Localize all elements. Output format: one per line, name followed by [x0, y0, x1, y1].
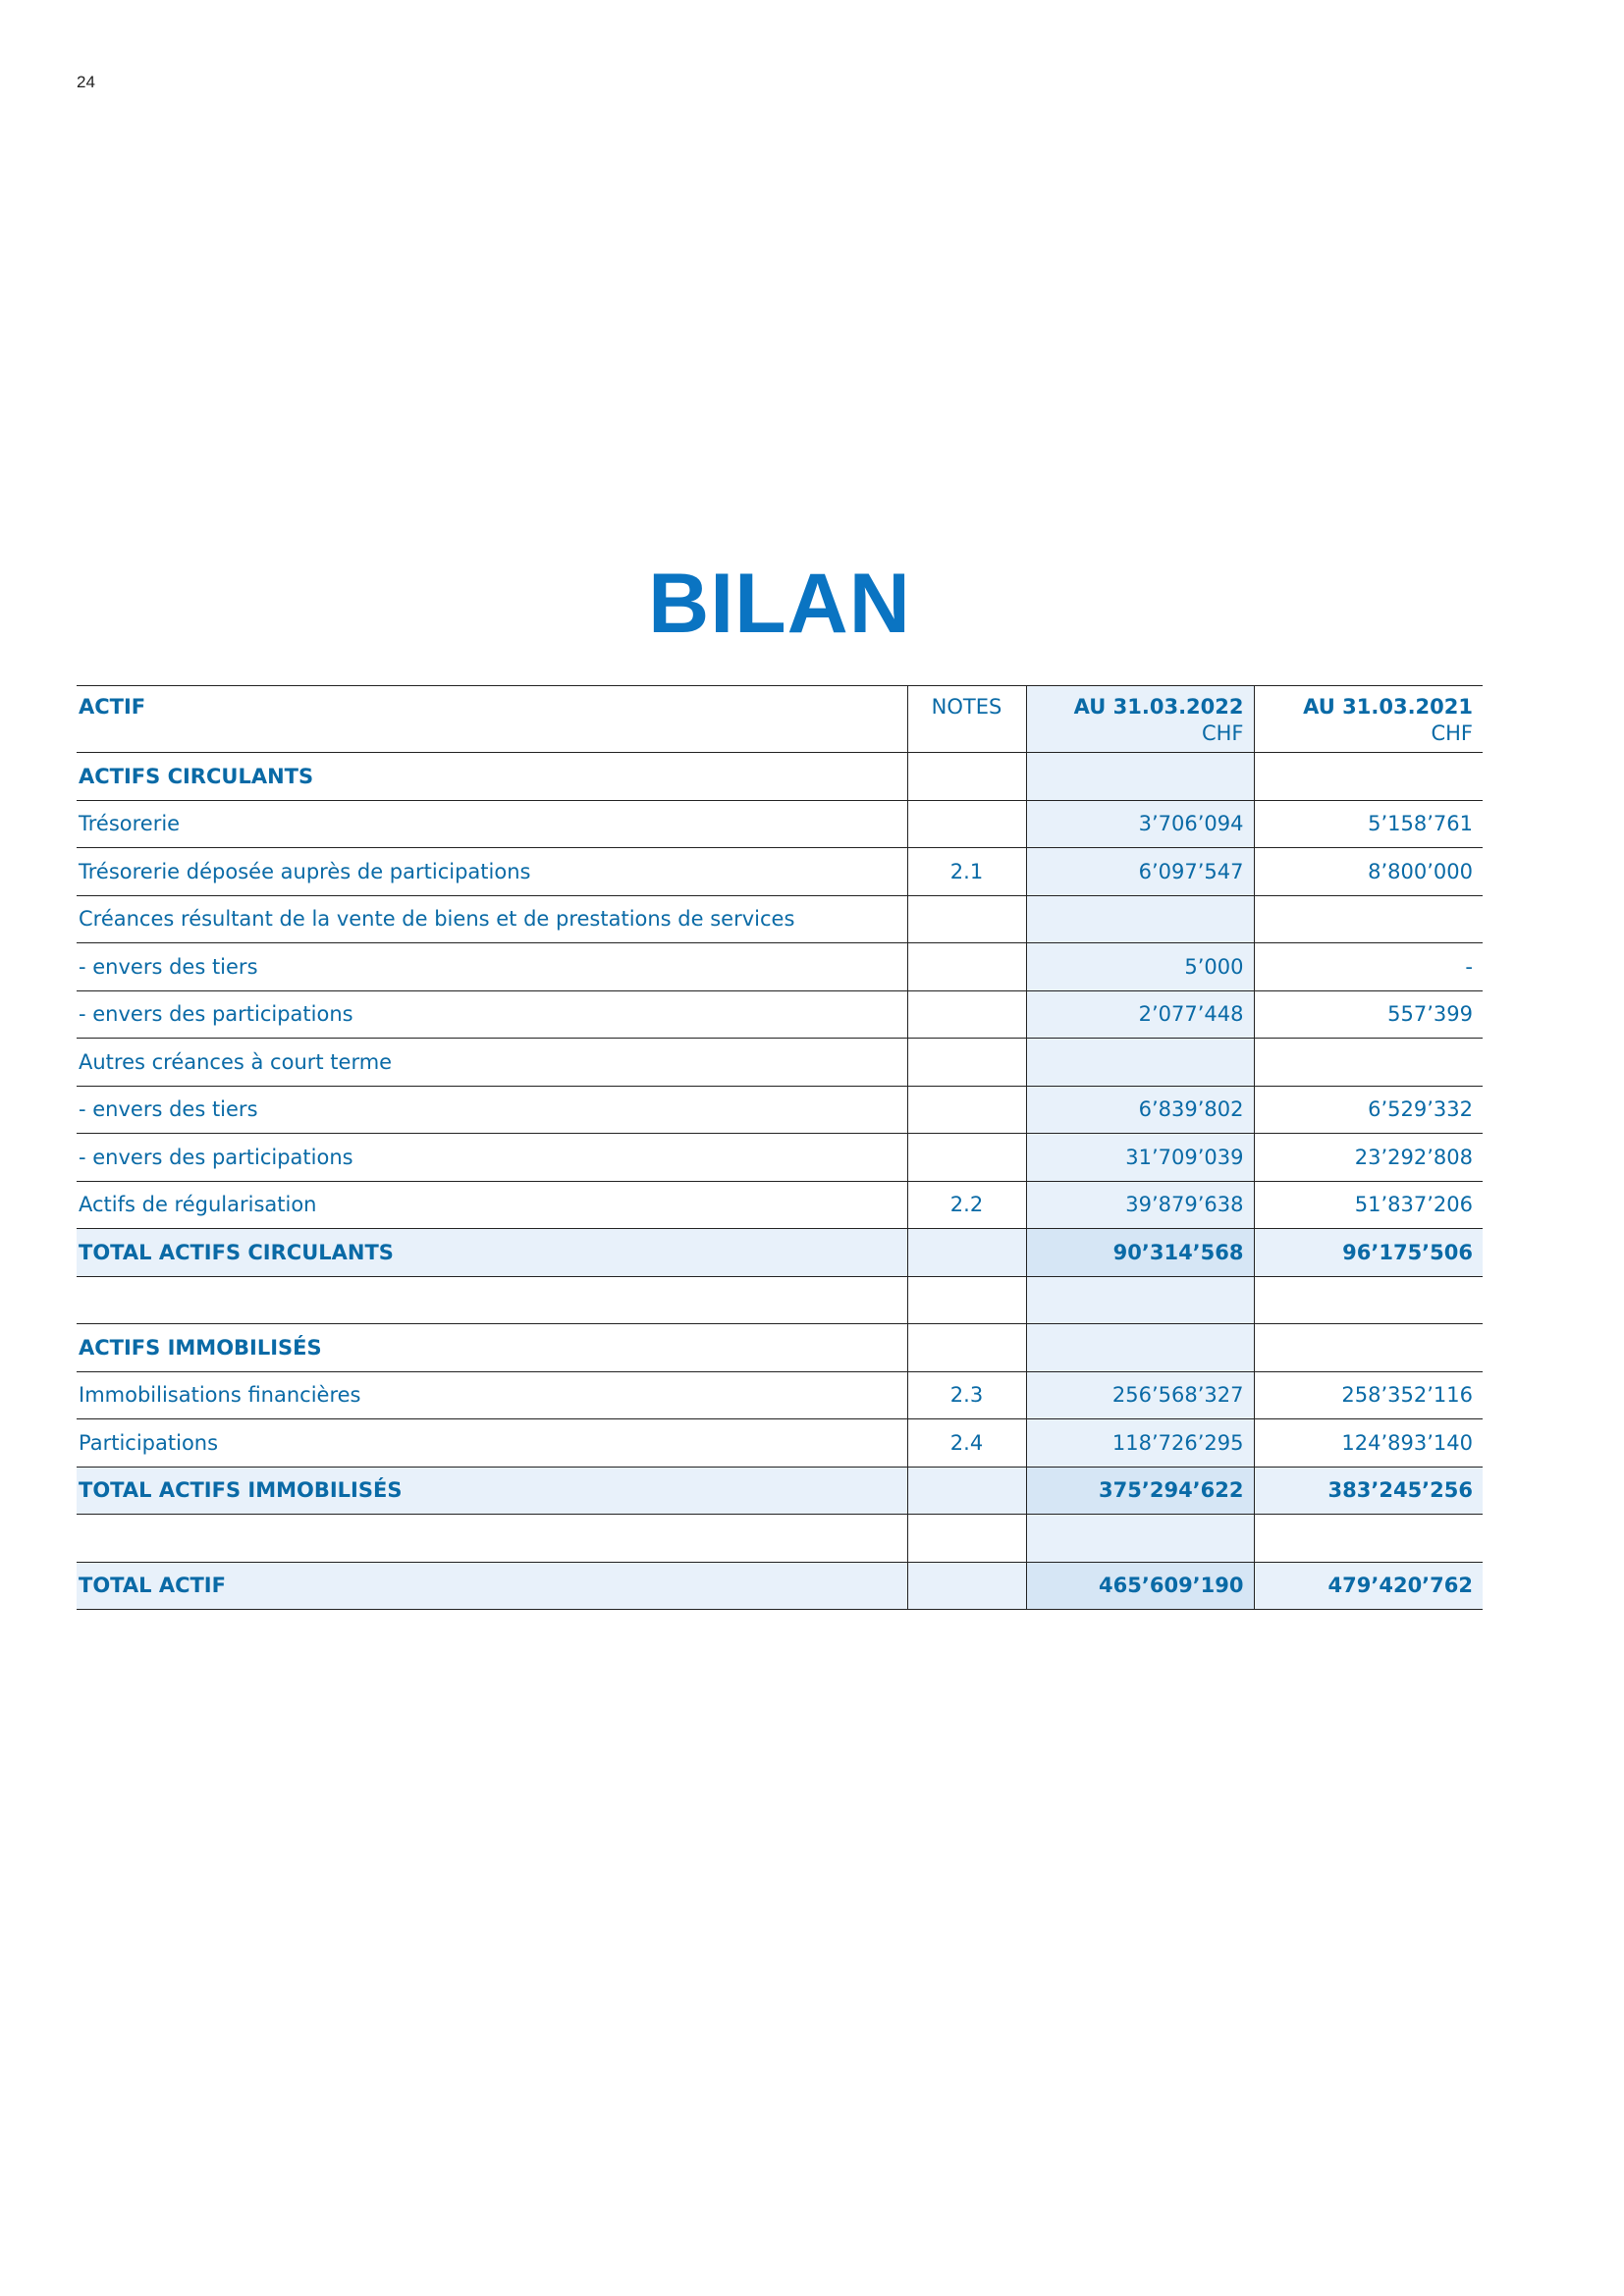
grand-total-row [77, 1562, 1483, 1610]
table-row [77, 1371, 1483, 1419]
header-2021-date: AU 31.03.2021 [1303, 695, 1473, 719]
table-row [77, 1181, 1483, 1229]
header-2022-date: AU 31.03.2022 [1073, 695, 1244, 719]
row-label: - envers des participations [77, 1134, 907, 1182]
row-notes [907, 1039, 1026, 1087]
row-label: Trésorerie déposée auprès de participations [77, 848, 907, 896]
table-row [77, 1039, 1483, 1087]
row-value-2021 [1254, 1039, 1483, 1087]
header-2022 [1026, 686, 1254, 753]
total-row [77, 1229, 1483, 1277]
row-value-2021 [1254, 1515, 1483, 1563]
table-row [77, 753, 1483, 801]
row-value-2021 [1254, 1276, 1483, 1324]
row-value-2021 [1254, 1324, 1483, 1372]
row-value-2022: 2’077’448 [1026, 990, 1254, 1039]
row-value-2021: 51’837’206 [1254, 1181, 1483, 1229]
total-value-2021: 96’175’506 [1254, 1229, 1483, 1277]
row-label: - envers des tiers [77, 1086, 907, 1134]
page-number: 24 [77, 73, 95, 91]
total-value-2022: 465’609’190 [1026, 1562, 1254, 1610]
row-value-2021 [1254, 753, 1483, 801]
header-actif: ACTIF [77, 686, 907, 753]
row-value-2022 [1026, 1039, 1254, 1087]
total-label: TOTAL ACTIF [77, 1562, 907, 1610]
table-header-row [77, 686, 1483, 753]
row-value-2021: 557’399 [1254, 990, 1483, 1039]
row-label: Participations [77, 1419, 907, 1468]
header-2022-unit: CHF [1201, 721, 1244, 745]
total-value-2022: 375’294’622 [1026, 1467, 1254, 1515]
table-row [77, 1324, 1483, 1372]
header-notes: NOTES [907, 686, 1026, 753]
row-value-2022 [1026, 1276, 1254, 1324]
page-title: BILAN [648, 557, 911, 651]
row-notes: 2.3 [907, 1371, 1026, 1419]
table-row [77, 800, 1483, 848]
row-label: - envers des participations [77, 990, 907, 1039]
row-notes [907, 1515, 1026, 1563]
row-label: Créances résultant de la vente de biens et de prestations de services [77, 895, 907, 943]
row-label: Immobilisations financières [77, 1371, 907, 1419]
row-notes [907, 1086, 1026, 1134]
table-row [77, 848, 1483, 896]
row-notes [907, 943, 1026, 991]
row-value-2022: 6’839’802 [1026, 1086, 1254, 1134]
section-heading: ACTIFS IMMOBILISÉS [77, 1324, 907, 1372]
row-value-2022 [1026, 753, 1254, 801]
row-label: Trésorerie [77, 800, 907, 848]
spacer-row [77, 1276, 1483, 1324]
spacer-row [77, 1515, 1483, 1563]
total-value-2022: 90’314’568 [1026, 1229, 1254, 1277]
row-notes [907, 1134, 1026, 1182]
row-value-2022: 3’706’094 [1026, 800, 1254, 848]
table-row [77, 1134, 1483, 1182]
row-value-2022: 39’879’638 [1026, 1181, 1254, 1229]
row-notes [907, 990, 1026, 1039]
table-row [77, 943, 1483, 991]
row-value-2022: 256’568’327 [1026, 1371, 1254, 1419]
balance-sheet-table [77, 685, 1483, 1610]
total-row [77, 1467, 1483, 1515]
total-label: TOTAL ACTIFS IMMOBILISÉS [77, 1467, 907, 1515]
row-value-2021 [1254, 895, 1483, 943]
row-label [77, 1515, 907, 1563]
row-value-2022: 6’097’547 [1026, 848, 1254, 896]
row-notes [907, 1562, 1026, 1610]
row-value-2021: 23’292’808 [1254, 1134, 1483, 1182]
row-value-2022 [1026, 1515, 1254, 1563]
row-notes [907, 1276, 1026, 1324]
row-value-2021: 258’352’116 [1254, 1371, 1483, 1419]
row-notes [907, 1229, 1026, 1277]
row-label [77, 1276, 907, 1324]
row-value-2022: 5’000 [1026, 943, 1254, 991]
row-value-2022 [1026, 1324, 1254, 1372]
table-row [77, 1419, 1483, 1468]
row-notes [907, 1324, 1026, 1372]
row-value-2022 [1026, 895, 1254, 943]
row-notes: 2.4 [907, 1419, 1026, 1468]
row-notes [907, 895, 1026, 943]
table-row [77, 1086, 1483, 1134]
row-label: Actifs de régularisation [77, 1181, 907, 1229]
row-notes: 2.1 [907, 848, 1026, 896]
row-notes [907, 753, 1026, 801]
section-heading: ACTIFS CIRCULANTS [77, 753, 907, 801]
row-label: - envers des tiers [77, 943, 907, 991]
row-value-2021: 5’158’761 [1254, 800, 1483, 848]
row-label: Autres créances à court terme [77, 1039, 907, 1087]
total-value-2021: 383’245’256 [1254, 1467, 1483, 1515]
header-2021 [1254, 686, 1483, 753]
row-notes: 2.2 [907, 1181, 1026, 1229]
row-value-2021: 8’800’000 [1254, 848, 1483, 896]
row-notes [907, 1467, 1026, 1515]
row-value-2022: 118’726’295 [1026, 1419, 1254, 1468]
header-2021-unit: CHF [1431, 721, 1473, 745]
row-value-2021: 6’529’332 [1254, 1086, 1483, 1134]
total-label: TOTAL ACTIFS CIRCULANTS [77, 1229, 907, 1277]
row-value-2021: 124’893’140 [1254, 1419, 1483, 1468]
table-row [77, 895, 1483, 943]
total-value-2021: 479’420’762 [1254, 1562, 1483, 1610]
row-value-2022: 31’709’039 [1026, 1134, 1254, 1182]
row-notes [907, 800, 1026, 848]
row-value-2021: - [1254, 943, 1483, 991]
table-row [77, 990, 1483, 1039]
